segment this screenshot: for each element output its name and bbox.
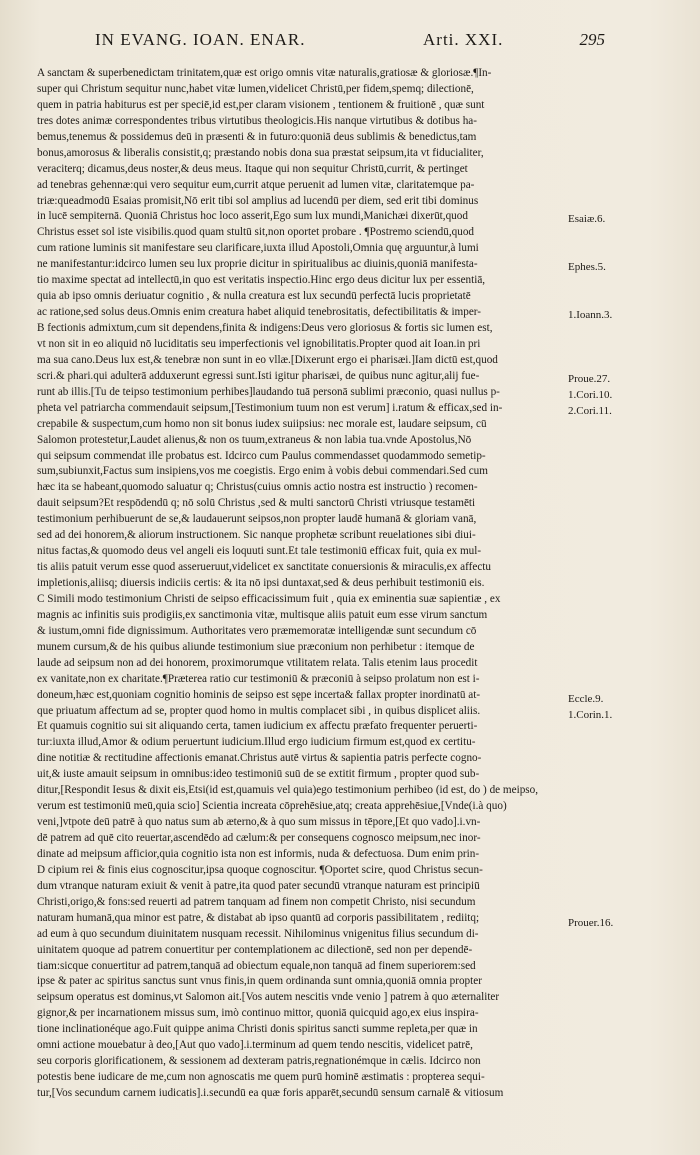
text-line: laude ad seipsum non ad dei honorem, proximorumque vtilitatem relata. Talis etenim laus procedit [37, 656, 478, 669]
text-line: sum,subiunxit,Factus sum insipiens,vos me coegistis. Ergo enim à vobis debui commendari.Sed cum [37, 465, 488, 478]
text-line: tio maxime spectat ad intellectū,in quo est veritatis inspectio.Hinc ergo deus dicitur lux per essentiā, [37, 274, 486, 287]
text-line: B fectionis admixtum,cum sit dependens,finita & indigens:Deus vero gloriosus & fortis sic lumen est, [37, 322, 493, 334]
margin-note-1corin: 1.Corin.1. [568, 709, 613, 721]
text-line: tur,[Vos secundum carnem iudicatis].i.secundū ea quæ foris apparēt,secundū sensum carnalē & vitiosum [37, 1087, 504, 1099]
text-line: magnis ac infinitis suis prodigiis,ex sanctimonia vitæ, multisque aliis patuit eum esse virum sanctum [37, 608, 488, 621]
text-line: munem cursum,& de his quibus aliunde testimonium siue præconium non perhibetur : itemque de [37, 640, 475, 653]
text-line: Christus esset sol iste visibilis.quod quam stultū sit,non oportet probare . ¶Postremo sciendū,quod [37, 226, 475, 239]
text-line: verum est testimoniū meū,quia scio] Scientia increata cōprehēsiue,atq; creata apprehēsiue,[Vnde(i.à quo) [37, 800, 507, 813]
text-line: tione inclinationéque ago.Fuit quippe anima Christi donis spiritus sancti summe repleta,per quæ in [37, 1023, 478, 1036]
text-line: runt ab illis.[Tu de teipso testimonium perhibes]laudando tuā personā sublimi præconio, quasi nullus p- [37, 385, 500, 398]
text-line: ditur,[Respondit Iesus & dixit eis,Etsi(id est,quamuis vel quia)ego testimonium perhibeo (id est, do ) de meipso, [37, 784, 539, 797]
running-header [95, 30, 605, 56]
margin-note-prouer: Prouer.16. [568, 917, 614, 929]
text-line: vt non sit in eo aliquid nō luciditatis seu imperfectionis vel ignobilitatis.Propter quod ait Ioan.in pri [37, 337, 481, 350]
text-line: bemus,tenemus & possidemus deū in præsenti & in futuro:quoniā deus sublimis & benedictus,tam [37, 130, 477, 143]
text-line: ex vanitate,non ex charitate.¶Præterea ratio cur testimoniū & præconiū à seipso prolatum non est i- [37, 672, 480, 685]
text-line: C Simili modo testimonium Christi de seipso efficacissimum fuit , quia ex eminentia suæ sapientiæ , ex [37, 592, 501, 605]
text-line: dinate ad meipsum afficior,quia cognitio ista non est informis, nuda & defectuosa. Dum enim prin- [37, 847, 480, 860]
text-line: dum vtranque naturam exiuit & venit à patre,ita quod pater secundū vtranque naturam est principiū [37, 879, 480, 892]
text-line: A sanctam & superbenedictam trinitatem,quæ est origo omnis vitæ naturalis,gratiosæ & gloriosæ.¶In- [37, 67, 492, 79]
margin-note-1ioann: 1.Ioann.3. [568, 309, 613, 321]
text-line: gignor,& per incarnationem missus sum, imò continuo mittor, quoniā quicquid ago,ex eius inspira- [37, 1007, 479, 1020]
text-line: tiam:sicque conuertitur ad patrem,tanquā ad obiectum equale,non tanquā ad finem superiorem:sed [37, 959, 476, 972]
text-line: impletionis,aliisq; diuersis indiciis certis: & ita nō ipsi duntaxat,sed & deus perhibuit testimoniū eis. [37, 577, 485, 589]
text-line: ad tenebras gehennæ:qui vero sequitur eum,currit atque peruenit ad lumen vitæ, claritatemque pa- [37, 178, 475, 191]
text-line: ad eum à quo secundum diuinitatem nusquam recessit. Nihilominus vnigenitus filius secundum di- [37, 927, 479, 940]
main-text-block [37, 66, 567, 1102]
text-line: veni,]vtpote deū patrē à quo natus sum ab æterno,& à quo sum missus in tēpore,[Et quo vado].i.vn- [37, 816, 481, 829]
text-line: D cipium rei & finis eius cognoscitur,ipsa quoque cognoscitur. ¶Oportet scire, quod Christus secun- [37, 863, 483, 876]
text-line: Et quamuis cognitio sui sit aliquando certa, tamen iudicium ex affectu præfato frequenter peruerti- [37, 720, 478, 733]
text-line: doneum,hæc est,quoniam cognitio hominis de seipso est sępe incerta& fallax propter inordinatū at- [37, 688, 481, 701]
text-line: ac ratione,sed solus deus.Omnis enim creatura habet aliquid tenebrositatis, defectibilitatis & imper- [37, 306, 482, 319]
text-line: testimonium perhibuerunt de se,& laudauerunt seipsos,non propter laudē humanā & gloriam vanā, [37, 513, 477, 526]
text-line: qui seipsum commendat ille probatus est. Idcirco cum Paulus commendasset quodammodo semetip- [37, 449, 486, 462]
text-line: tis aliis patuit verum esse quod asserueruut,videlicet ex sanctitate conuersionis & miraculis,ex affectu [37, 561, 491, 574]
text-line: hæc ita se habeant,quomodo saluatur q; Christus(cuius omnis actio nostra est instructio ) recomen- [37, 481, 478, 494]
margin-note-2cori: 2.Cori.11. [568, 405, 612, 417]
text-line: seu corporis glorificationem, & sessionem ad dexteram patris,regnationémque in cælis. Idcirco non [37, 1055, 481, 1068]
margin-note-esaiae: Esaiæ.6. [568, 213, 606, 225]
text-line: veraciterq; dicamus,deus noster,& deus meus. Itaque qui non sequitur Christū,currit, & pertinget [37, 162, 468, 175]
margin-note-ephes: Ephes.5. [568, 261, 606, 273]
text-line: bonus,amorosus & liberalis consistit,q; præstando nobis dona sua præstat seipsum,ita vt fiducialiter, [37, 146, 484, 159]
margin-note-eccle: Eccle.9. [568, 693, 604, 705]
text-line: que priuatum affectum ad se, propter quod homo in multis complacet sibi , in quibus displicet aliis. [37, 704, 481, 717]
text-line: dē patrem ad quē cito reuertar,ascendēdo ad cælum:& per consequens cognosco meipsum,nec inor- [37, 832, 481, 844]
text-line: ma sua cano.Deus lux est,& tenebræ non sunt in eo vllæ.[Dixerunt ergo ei pharisæi.]Iam dictū est,quod [37, 353, 498, 366]
text-line: dine notitiæ & rectitudine affectionis emanat.Christus autē virtus & sapientia patris perfecte cogno- [37, 752, 482, 765]
text-line: in lucē sempiternā. Quoniā Christus hoc loco asserit,Ego sum lux mundi,Manichæi dixerūt,quod [37, 210, 468, 223]
margin-note-1cori: 1.Cori.10. [568, 389, 613, 401]
text-line: naturam humanā,qua minor est patre, & distabat ab ipso quantū ad corporis passibilitatem , rediitq; [37, 911, 480, 924]
text-line: uinitatem quoque ad patrem conuertitur per contemplationem ac dilectionē, sed non per dependē- [37, 943, 473, 956]
text-line: quia ab ipso omnis deriuatur cognitio , & nulla creatura est lux secundū perfectā lucis proprietatē [37, 290, 471, 303]
text-line: seipsum operatus est dominus,vt Salomon ait.[Vos autem nescitis vnde venio ] patrem à quo æternaliter [37, 991, 500, 1004]
text-line: nitus factas,& quomodo deus vel angeli eis loquuti sunt.Et tale testimoniū efficax fuit, quia ex mul- [37, 545, 482, 558]
text-line: & iustum,omni fide dignissimum. Authoritates vero præmemoratæ intelligendæ sunt secundum cō [37, 624, 477, 637]
text-line: Salomon protestetur,Laudet alienus,& non os tuum,extraneus & non labia tua.vnde Apostolus,Nō [37, 433, 472, 446]
text-line: sed ad dei honorem,& aliorum instructionem. Sic nanque prophetæ scribunt reuelationes sibi diui- [37, 529, 476, 542]
margin-note-proue: Proue.27. [568, 373, 611, 385]
text-line: uit,& iuste amauit seipsum in omnibus:ideo testimoniū suū de se extitit firmum , propter quod sub- [37, 768, 480, 781]
text-line: ipse & pater ac spiritus sanctus sunt vnus finis,in quem ordinanda sunt omnia,quoniā omnia propter [37, 975, 482, 988]
text-line: Christi,origo,& fons:sed reuerti ad patrem tanquam ad finem non competit Christo, nisi secundum [37, 895, 476, 908]
text-line: tres dotes animæ correspondentes tribus virtutibus theologicis.His nanque virtutibus & dotibus ha- [37, 114, 477, 127]
text-line: pheta vel patriarcha commendauit seipsum,[Testimonium tuum non est verum] i.ratum & efficax,sed in- [37, 401, 503, 414]
text-line: dauit seipsum?Et respōdendū q; nō solū Christus ,sed & multi sanctorū Christi vtriusque testamēti [37, 497, 476, 510]
text-line: cum ratione luminis sit manifestare seu clarificare,iuxta illud Apostoli,Omnia quę arguuntur,à lumi [37, 242, 479, 255]
text-line: super qui Christum sequitur nunc,habet vitæ lumen,videlicet Christū,per fidem,spemq; dilectionē, [37, 82, 474, 95]
text-line: crepabile & suspectum,cum homo non sit bonus iudex suiipsius: nec morale est, laudare seipsum, cū [37, 417, 487, 430]
text-line: omni actione mouebatur à deo,[Aut quo vado].i.terminum ad quem tendo nescitis, videlicet patrē, [37, 1039, 473, 1052]
page-number: 295 [579, 30, 605, 49]
text-line: ne manifestantur:idcirco lumen seu lux proprie dicitur in spiritualibus ac diuinis,quoniā manifesta- [37, 258, 478, 271]
text-line: triæ:queadmodū Esaias promisit,Nō erit tibi sol amplius ad lucendū per diem, sed erit tibi dominus [37, 194, 479, 207]
text-line: quem in patria habiturus est per speciē,id est,per claram visionem , tentionem & fruitionē , quæ sunt [37, 98, 485, 111]
text-line: potestis bene iudicare de me,cum non agnoscatis me quem purū hominē æstimatis : propterea sequi- [37, 1071, 485, 1084]
article-number: Arti. XXI. [423, 30, 504, 49]
text-line: tur:iuxta illud,Amor & odium peruertunt iudicium.Illud ergo iudicium firmum est,quod ex certitu- [37, 736, 476, 749]
running-title: IN EVANG. IOAN. ENAR. [95, 30, 306, 49]
text-line: scri.& phari.qui adulterā adduxerunt egressi sunt.Isti igitur pharisæi, de quibus nunc agitur,alij fue- [37, 369, 480, 382]
